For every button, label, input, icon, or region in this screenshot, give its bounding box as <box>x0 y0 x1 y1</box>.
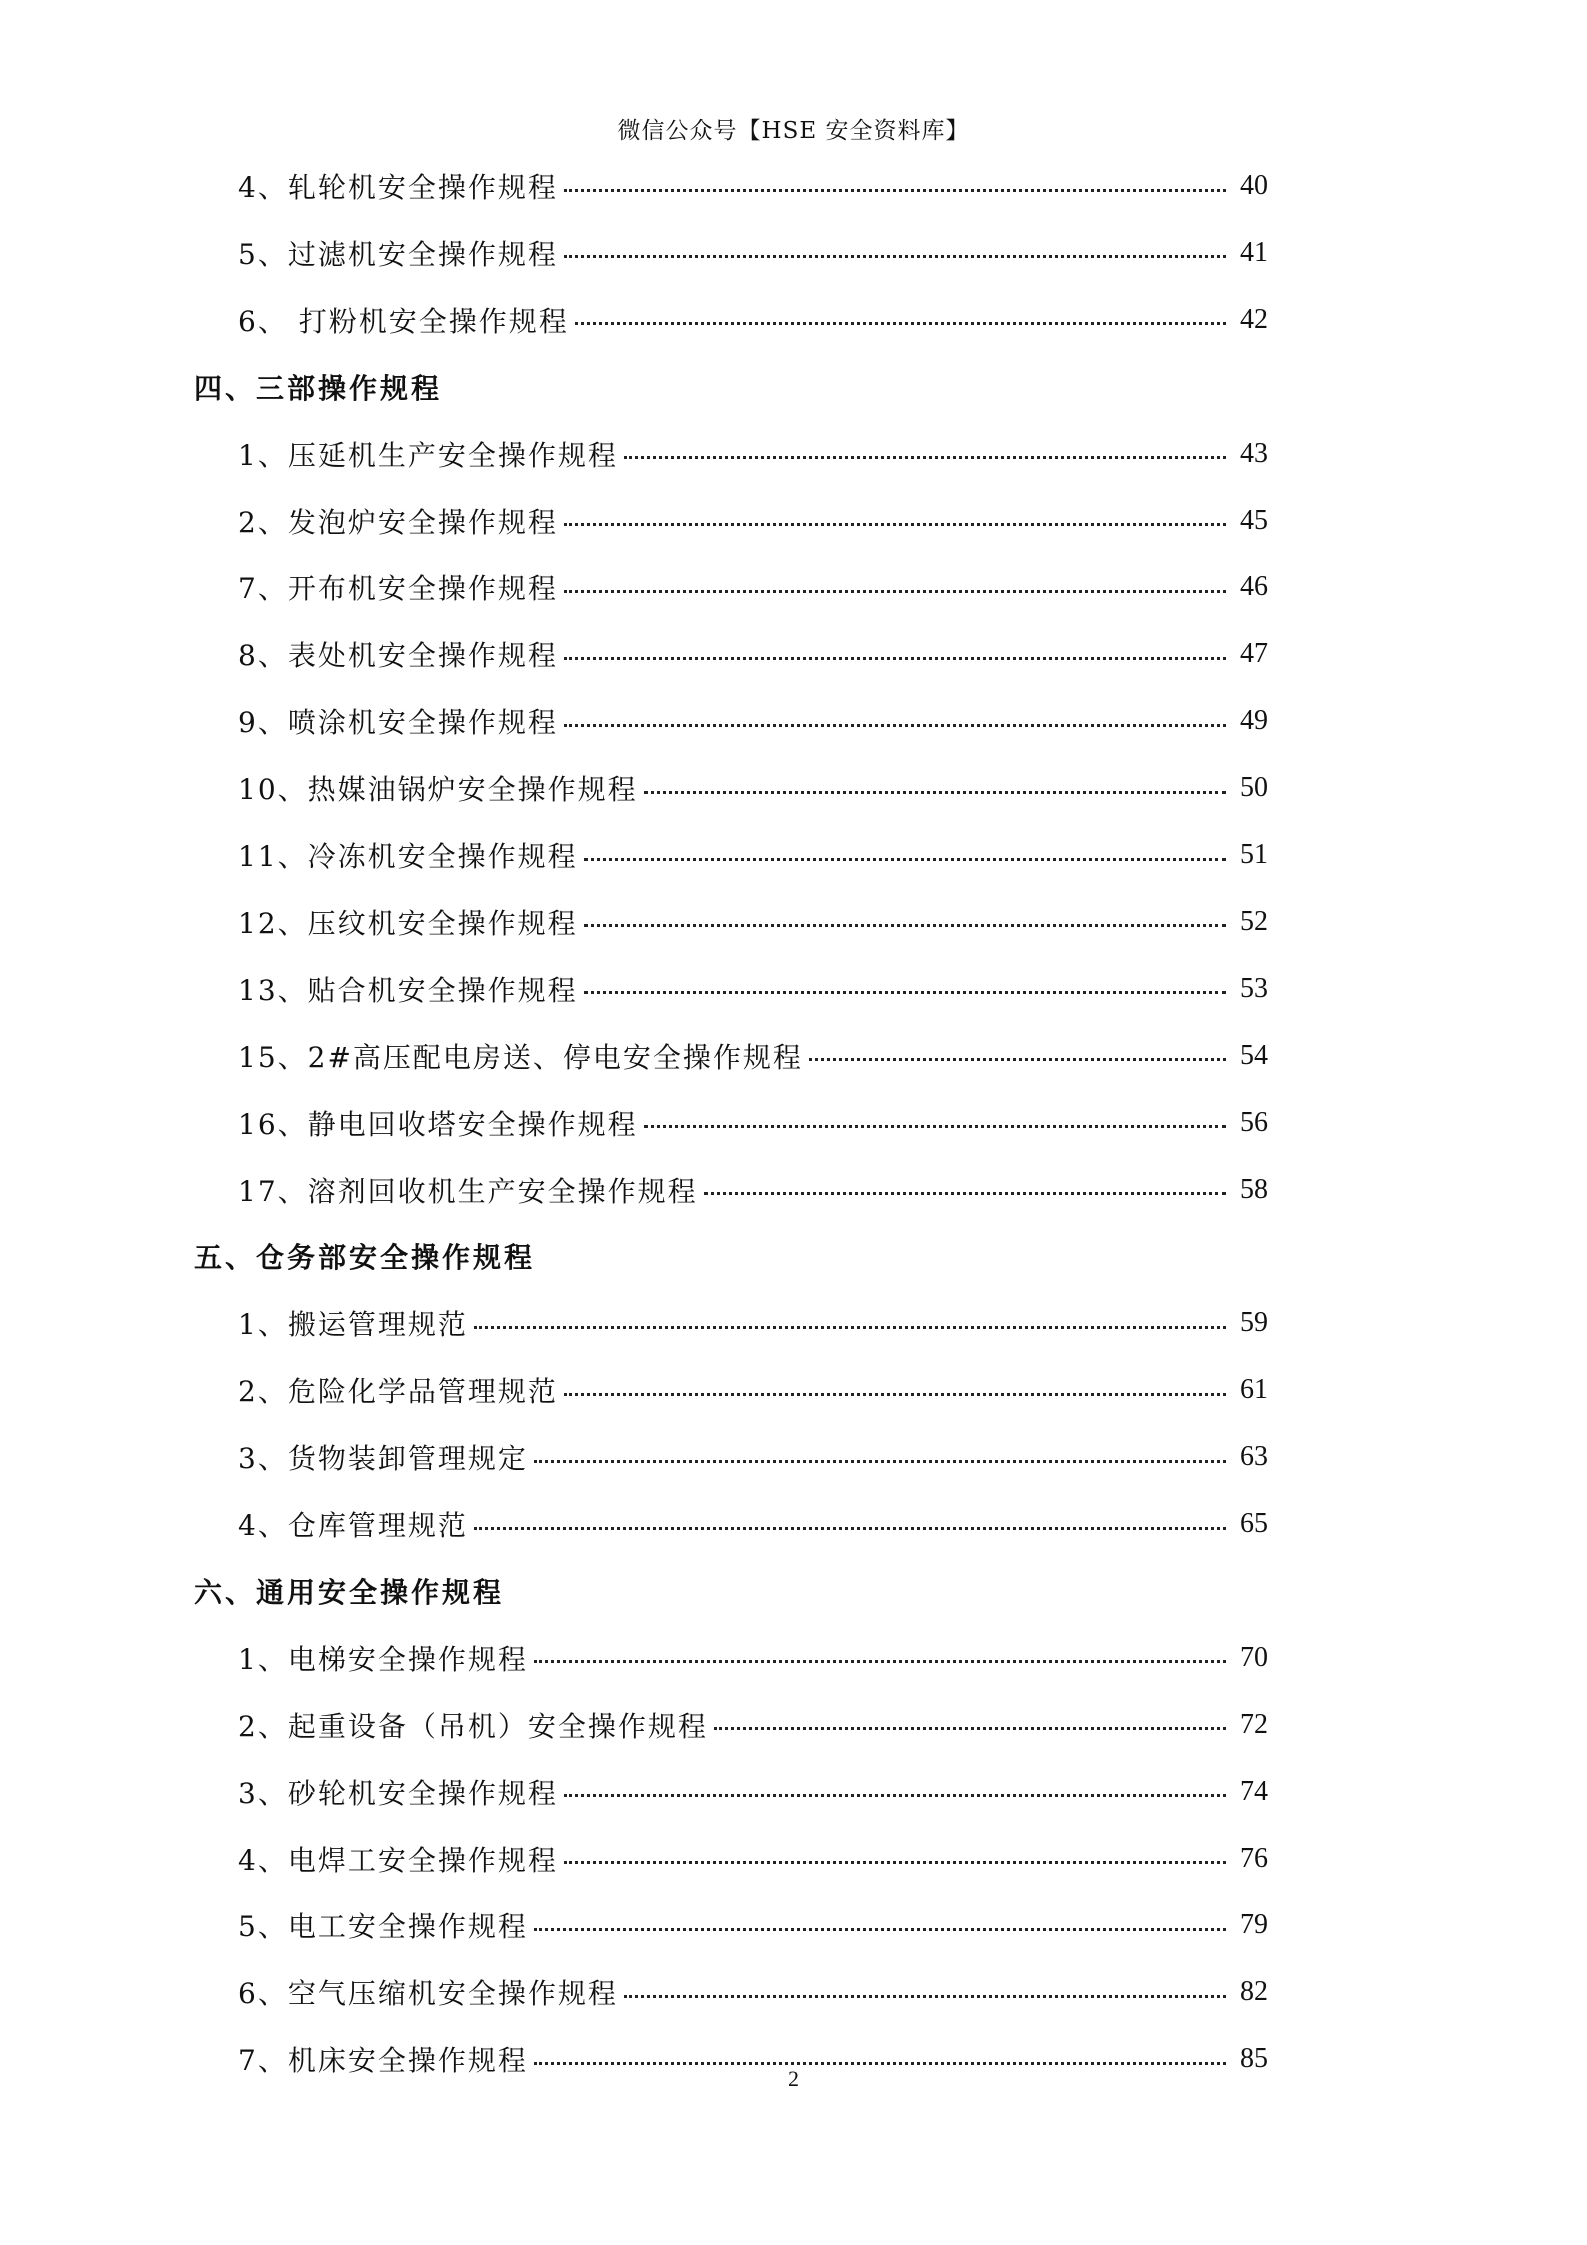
toc-entry-page-number: 70 <box>1240 1641 1268 1673</box>
toc-entry-title: 7、开布机安全操作规程 <box>238 572 558 606</box>
toc-entry-title: 3、货物装卸管理规定 <box>238 1442 528 1476</box>
dot-leader <box>564 189 1226 192</box>
toc-entry <box>238 559 1268 615</box>
toc-entry <box>238 827 1268 883</box>
toc-entry-page-number: 45 <box>1240 504 1268 536</box>
toc-entry <box>238 1095 1268 1151</box>
dot-leader <box>534 1660 1226 1663</box>
toc-entry-title: 1、搬运管理规范 <box>238 1308 468 1342</box>
toc-entry <box>238 1697 1268 1753</box>
toc-entry <box>238 292 1268 348</box>
toc-entry-page-number: 41 <box>1240 236 1268 268</box>
toc-entry-page-number: 72 <box>1240 1708 1268 1740</box>
toc-entry-page-number: 85 <box>1240 2043 1268 2075</box>
toc-entry <box>238 1028 1268 1084</box>
dot-leader <box>584 858 1226 861</box>
toc-entry-page-number: 79 <box>1240 1909 1268 1941</box>
dot-leader <box>564 724 1226 727</box>
toc-entry <box>238 493 1268 549</box>
dot-leader <box>564 523 1226 526</box>
toc-entry <box>238 1295 1268 1351</box>
toc-entry-page-number: 43 <box>1240 437 1268 469</box>
toc-entry-page-number: 61 <box>1240 1374 1268 1406</box>
toc-entry <box>238 1162 1268 1218</box>
dot-leader <box>564 1393 1226 1396</box>
toc-entry-title: 11、冷冻机安全操作规程 <box>238 840 578 873</box>
dot-leader <box>584 991 1226 994</box>
toc-entry-title: 8、表处机安全操作规程 <box>238 639 558 673</box>
toc-entry <box>238 225 1268 281</box>
dot-leader <box>704 1192 1226 1195</box>
dot-leader <box>714 1727 1226 1730</box>
toc-entry-title: 4、轧轮机安全操作规程 <box>238 171 558 204</box>
toc-entry <box>238 626 1268 682</box>
toc-entry <box>238 1630 1268 1686</box>
toc-entry-page-number: 58 <box>1240 1173 1268 1205</box>
toc-entry <box>238 1496 1268 1552</box>
toc-entry <box>238 961 1268 1017</box>
toc-section-heading: 五、仓务部安全操作规程 <box>194 1241 536 1275</box>
toc-entry-page-number: 53 <box>1240 972 1268 1004</box>
toc-entry <box>238 760 1268 816</box>
dot-leader <box>474 1326 1226 1329</box>
dot-leader <box>534 1460 1226 1463</box>
dot-leader <box>564 1794 1226 1797</box>
toc-entry <box>238 1897 1268 1953</box>
toc-entry-title: 9、喷涂机安全操作规程 <box>238 706 558 740</box>
toc-entry-title: 5、过滤机安全操作规程 <box>238 237 558 271</box>
toc-entry <box>238 1831 1268 1887</box>
toc-entry-page-number: 63 <box>1240 1441 1268 1473</box>
toc-entry-title: 2、起重设备（吊机）安全操作规程 <box>238 1709 708 1743</box>
toc-entry-title: 12、压纹机安全操作规程 <box>238 906 578 940</box>
toc-entry-title: 2、危险化学品管理规范 <box>238 1375 558 1409</box>
toc-entry-page-number: 52 <box>1240 905 1268 937</box>
toc-entry-page-number: 56 <box>1240 1106 1268 1138</box>
toc-entry-title: 1、压延机生产安全操作规程 <box>238 438 618 472</box>
toc-entry-title: 7、机床安全操作规程 <box>238 2044 528 2078</box>
toc-entry <box>238 1964 1268 2020</box>
dot-leader <box>809 1058 1226 1061</box>
toc-entry-page-number: 47 <box>1240 638 1268 670</box>
toc-entry-page-number: 82 <box>1240 1976 1268 2008</box>
toc-entry <box>238 1362 1268 1418</box>
toc-section-heading: 四、三部操作规程 <box>194 371 443 405</box>
toc-entry-title: 10、热媒油锅炉安全操作规程 <box>238 773 638 807</box>
dot-leader <box>564 590 1226 593</box>
toc-entry-page-number: 76 <box>1240 1842 1268 1874</box>
dot-leader <box>624 1995 1226 1998</box>
dot-leader <box>584 924 1226 927</box>
toc-entry-title: 6、空气压缩机安全操作规程 <box>238 1977 618 2011</box>
page-header: 微信公众号【HSE 安全资料库】 <box>617 118 970 144</box>
toc-entry-title: 5、电工安全操作规程 <box>238 1910 528 1944</box>
dot-leader <box>575 322 1226 325</box>
toc-entry-title: 4、仓库管理规范 <box>238 1509 468 1542</box>
toc-entry-page-number: 74 <box>1240 1775 1268 1807</box>
page-number: 2 <box>788 2066 799 2091</box>
toc-entry-page-number: 54 <box>1240 1039 1268 1071</box>
toc-entry-title: 17、溶剂回收机生产安全操作规程 <box>238 1174 698 1208</box>
toc-entry-page-number: 50 <box>1240 772 1268 804</box>
dot-leader <box>534 2062 1226 2065</box>
dot-leader <box>474 1527 1226 1530</box>
toc-entry-page-number: 65 <box>1240 1508 1268 1539</box>
dot-leader <box>564 657 1226 660</box>
dot-leader <box>534 1928 1226 1931</box>
toc-entry-title: 6、 打粉机安全操作规程 <box>238 304 569 338</box>
toc-entry-title: 16、静电回收塔安全操作规程 <box>238 1107 638 1141</box>
dot-leader <box>564 1861 1226 1864</box>
toc-entry <box>238 158 1268 214</box>
toc-section-heading: 六、通用安全操作规程 <box>194 1575 505 1609</box>
toc-entry-page-number: 49 <box>1240 705 1268 737</box>
dot-leader <box>564 255 1226 258</box>
toc-entry <box>238 894 1268 950</box>
toc-entry <box>238 1764 1268 1820</box>
toc-entry-title: 4、电焊工安全操作规程 <box>238 1843 558 1877</box>
toc-entry-title: 3、砂轮机安全操作规程 <box>238 1776 558 1810</box>
dot-leader <box>624 456 1226 459</box>
toc-entry-page-number: 46 <box>1240 571 1268 603</box>
dot-leader <box>644 1125 1226 1128</box>
toc-entry <box>238 693 1268 749</box>
toc-entry <box>238 1429 1268 1485</box>
dot-leader <box>644 791 1226 794</box>
toc-entry-title: 2、发泡炉安全操作规程 <box>238 505 558 539</box>
toc-entry-page-number: 40 <box>1240 170 1268 201</box>
toc-entry <box>238 426 1268 482</box>
toc-entry-title: 13、贴合机安全操作规程 <box>238 973 578 1007</box>
toc-entry-title: 1、电梯安全操作规程 <box>238 1642 528 1676</box>
toc-entry-title: 15、2#高压配电房送、停电安全操作规程 <box>238 1040 803 1074</box>
toc-entry-page-number: 59 <box>1240 1307 1268 1339</box>
toc-entry-page-number: 51 <box>1240 839 1268 870</box>
toc-entry-page-number: 42 <box>1240 303 1268 335</box>
